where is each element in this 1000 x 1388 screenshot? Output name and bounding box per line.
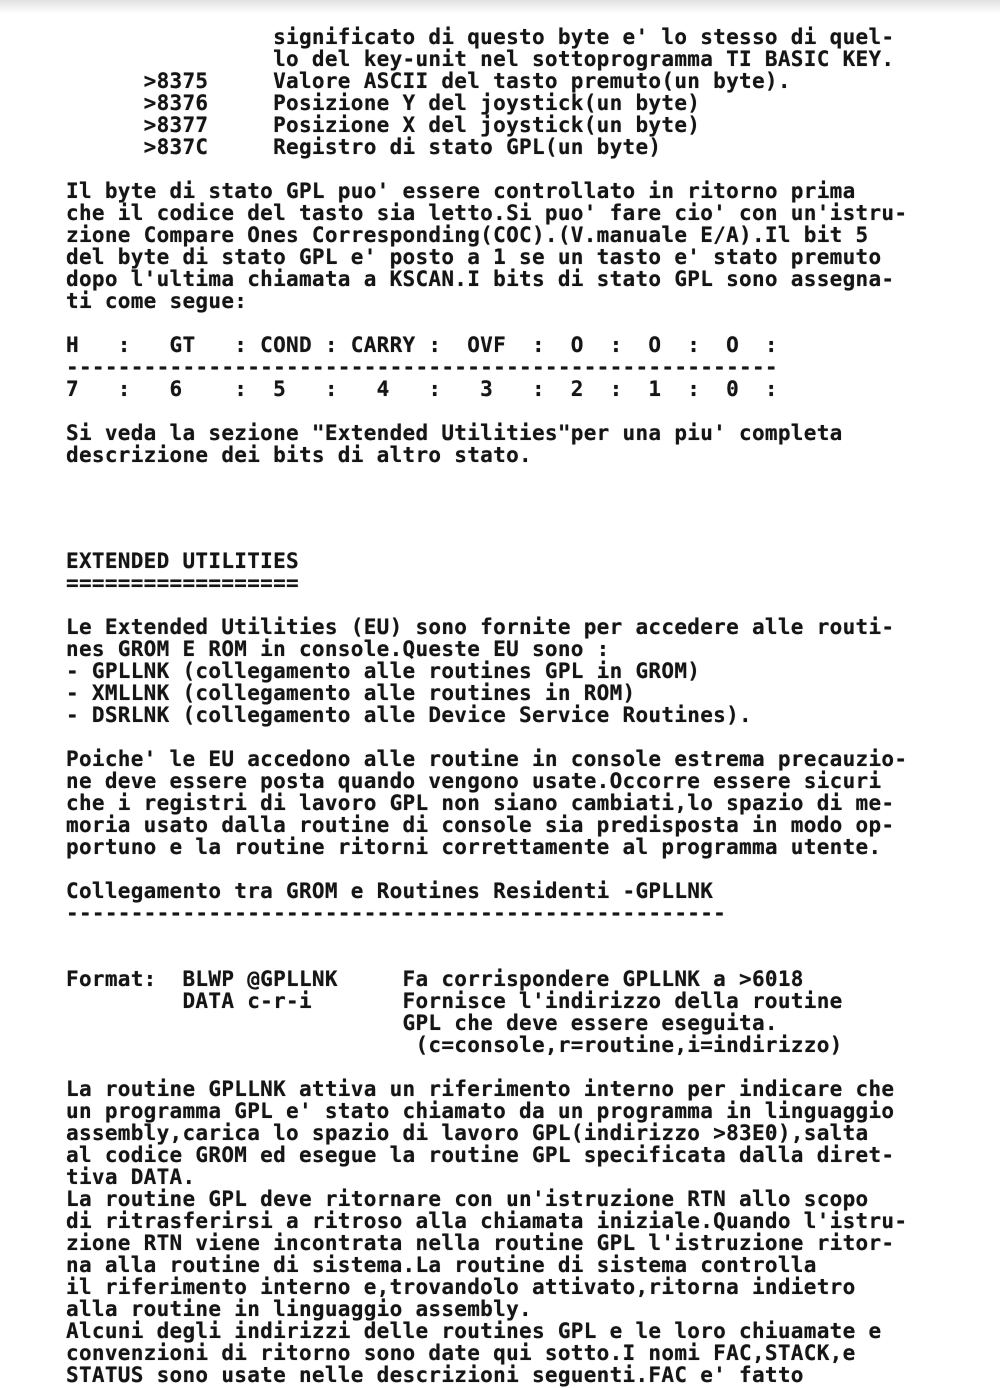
- text-line: Poiche' le EU accedono alle routine in console estrema precauzio-: [66, 747, 908, 771]
- text-line: Alcuni degli indirizzi delle routines GPL e le loro chiuamate e: [66, 1319, 882, 1343]
- text-line: Format: BLWP @GPLLNK Fa corrispondere GPLLNK a >6018: [66, 967, 804, 991]
- gpllnk-format-block: [66, 968, 982, 1056]
- text-line: descrizione dei bits di altro stato.: [66, 443, 532, 467]
- text-line: significato di questo byte e' lo stesso di quel-: [66, 25, 895, 49]
- extended-utilities-heading: [66, 550, 982, 594]
- text-line: (c=console,r=routine,i=indirizzo): [66, 1033, 843, 1057]
- extended-utilities-intro: [66, 616, 982, 726]
- text-line: portuno e la routine ritorni correttamente al programma utente.: [66, 835, 882, 859]
- text-line: - DSRLNK (collegamento alle Device Service Routines).: [66, 703, 752, 727]
- table-header-row: H : GT : COND : CARRY : OVF : O : O : O :: [66, 333, 778, 357]
- text-line: il riferimento interno e,trovandolo attivato,ritorna indietro: [66, 1275, 856, 1299]
- text-line: di ritrasferirsi a ritroso alla chiamata iniziale.Quando l'istru-: [66, 1209, 908, 1233]
- text-line: moria usato dalla routine di console sia predisposta in modo op-: [66, 813, 895, 837]
- table-bits-row: 7 : 6 : 5 : 4 : 3 : 2 : 1 : 0 :: [66, 377, 778, 401]
- text-line: ti come segue:: [66, 289, 248, 313]
- text-line: che il codice del tasto sia letto.Si puo' fare cio' con un'istru-: [66, 201, 908, 225]
- text-line: ne deve essere posta quando vengono usate.Occorre essere sicuri: [66, 769, 882, 793]
- text-line: zione RTN viene incontrata nella routine GPL l'istruzione ritor-: [66, 1231, 895, 1255]
- text-line: che i registri di lavoro GPL non siano cambiati,lo spazio di me-: [66, 791, 895, 815]
- gpllnk-heading: [66, 880, 982, 924]
- gpllnk-description: [66, 1078, 982, 1386]
- text-line: Le Extended Utilities (EU) sono fornite per accedere alle routi-: [66, 615, 895, 639]
- text-line: STATUS sono usate nelle descrizioni seguenti.FAC e' fatto: [66, 1363, 804, 1387]
- text-line: assembly,carica lo spazio di lavoro GPL(indirizzo >83E0),salta: [66, 1121, 869, 1145]
- text-line: zione Compare Ones Corresponding(COC).(V.manuale E/A).Il bit 5: [66, 223, 869, 247]
- text-line: nes GROM E ROM in console.Queste EU sono :: [66, 637, 610, 661]
- gpl-status-intro-paragraph: [66, 180, 982, 312]
- text-line: >8377 Posizione X del joystick(un byte): [66, 113, 701, 137]
- see-also-paragraph: [66, 422, 982, 466]
- subsection-title-underline: ---------------------------------------------------: [66, 901, 727, 925]
- text-line: convenzioni di ritorno sono date qui sotto.I nomi FAC,STACK,e: [66, 1341, 856, 1365]
- text-line: tiva DATA.: [66, 1165, 196, 1189]
- text-line: GPL che deve essere eseguita.: [66, 1011, 778, 1035]
- text-line: Si veda la sezione "Extended Utilities"per una piu' completa: [66, 421, 843, 445]
- text-line: alla routine in linguaggio assembly.: [66, 1297, 532, 1321]
- memory-map-block: [66, 26, 982, 158]
- text-line: Il byte di stato GPL puo' essere controllato in ritorno prima: [66, 179, 856, 203]
- status-bits-table: [66, 334, 982, 400]
- subsection-title: Collegamento tra GROM e Routines Residenti -GPLLNK: [66, 879, 714, 903]
- text-line: dopo l'ultima chiamata a KSCAN.I bits di stato GPL sono assegna-: [66, 267, 895, 291]
- text-line: lo del key-unit nel sottoprogramma TI BASIC KEY.: [66, 47, 895, 71]
- text-line: al codice GROM ed esegue la routine GPL specificata dalla diret-: [66, 1143, 895, 1167]
- section-title-underline: ==================: [66, 571, 299, 595]
- text-line: >837C Registro di stato GPL(un byte): [66, 135, 662, 159]
- extended-utilities-caution: [66, 748, 982, 858]
- text-line: na alla routine di sistema.La routine di sistema controlla: [66, 1253, 817, 1277]
- table-separator-row: -------------------------------------------------------: [66, 355, 778, 379]
- text-line: >8375 Valore ASCII del tasto premuto(un byte).: [66, 69, 791, 93]
- text-line: del byte di stato GPL e' posto a 1 se un tasto e' stato premuto: [66, 245, 882, 269]
- section-title: EXTENDED UTILITIES: [66, 549, 299, 573]
- text-line: La routine GPLLNK attiva un riferimento interno per indicare che: [66, 1077, 895, 1101]
- text-line: - XMLLNK (collegamento alle routines in ROM): [66, 681, 636, 705]
- text-line: La routine GPL deve ritornare con un'istruzione RTN allo scopo: [66, 1187, 869, 1211]
- text-line: >8376 Posizione Y del joystick(un byte): [66, 91, 701, 115]
- text-line: un programma GPL e' stato chiamato da un programma in linguaggio: [66, 1099, 895, 1123]
- text-line: DATA c-r-i Fornisce l'indirizzo della routine: [66, 989, 843, 1013]
- text-line: - GPLLNK (collegamento alle routines GPL in GROM): [66, 659, 701, 683]
